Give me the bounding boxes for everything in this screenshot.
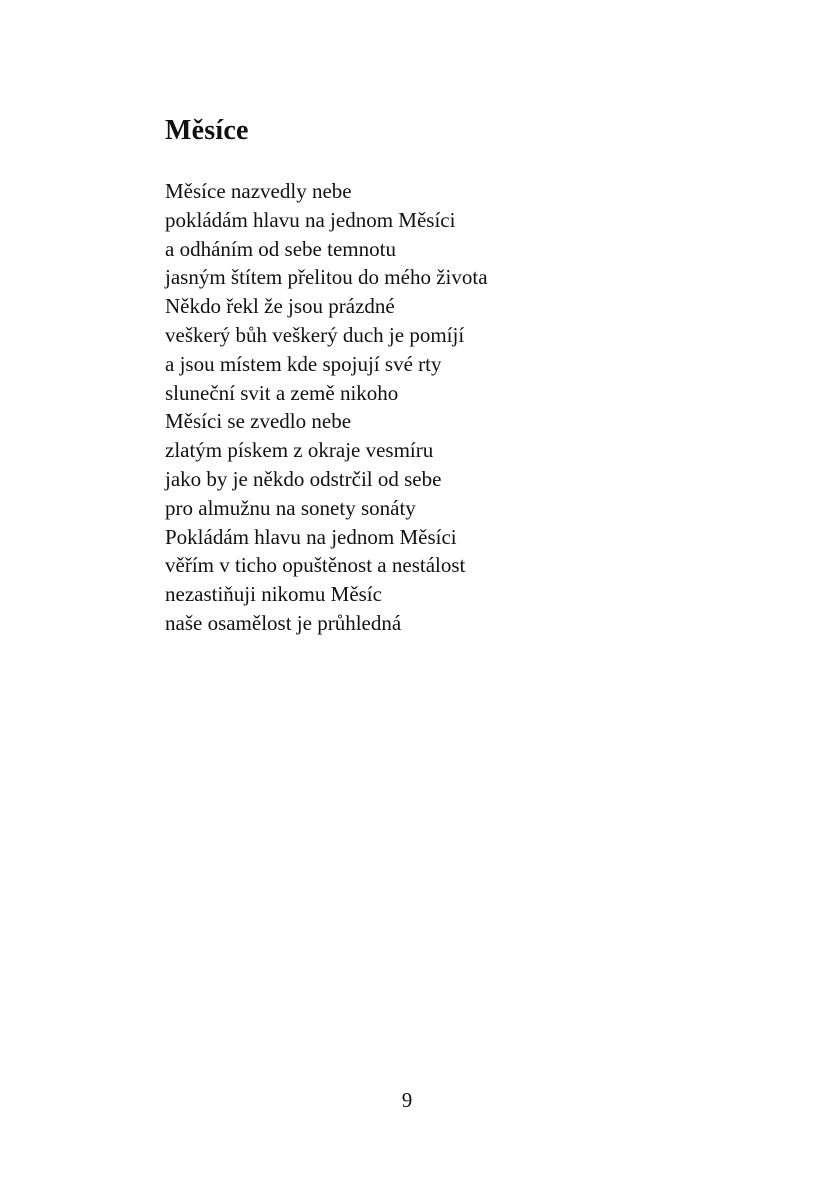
poem-line: Měsíci se zvedlo nebe	[165, 409, 352, 434]
poem-title: Měsíce	[165, 115, 249, 146]
poem-line: zlatým pískem z okraje vesmíru	[165, 438, 434, 463]
poem-body	[165, 177, 488, 638]
poem-line: pokládám hlavu na jednom Měsíci	[165, 207, 456, 232]
poem-line: Měsíce nazvedly nebe	[165, 179, 352, 203]
poem-line: jasným štítem přelitou do mého života	[165, 265, 488, 290]
poem-line: naše osamělost je průhledná	[165, 610, 402, 635]
poem-line: a odháním od sebe temnotu	[165, 236, 396, 261]
poem-line: jako by je někdo odstrčil od sebe	[165, 466, 442, 491]
poem-line: pro almužnu na sonety sonáty	[165, 495, 416, 520]
poem-line: Pokládám hlavu na jednom Měsíci	[165, 524, 457, 549]
poem-line: sluneční svit a země nikoho	[165, 380, 399, 405]
page-number: 9	[401, 1088, 413, 1112]
poem-line: nezastiňuji nikomu Měsíc	[165, 582, 382, 607]
poem-line: věřím v ticho opuštěnost a nestálost	[165, 553, 466, 578]
poem-line: Někdo řekl že jsou prázdné	[165, 294, 395, 319]
poem-line: veškerý bůh veškerý duch je pomíjí	[165, 322, 465, 347]
poem-line: a jsou místem kde spojují své rty	[165, 351, 442, 376]
